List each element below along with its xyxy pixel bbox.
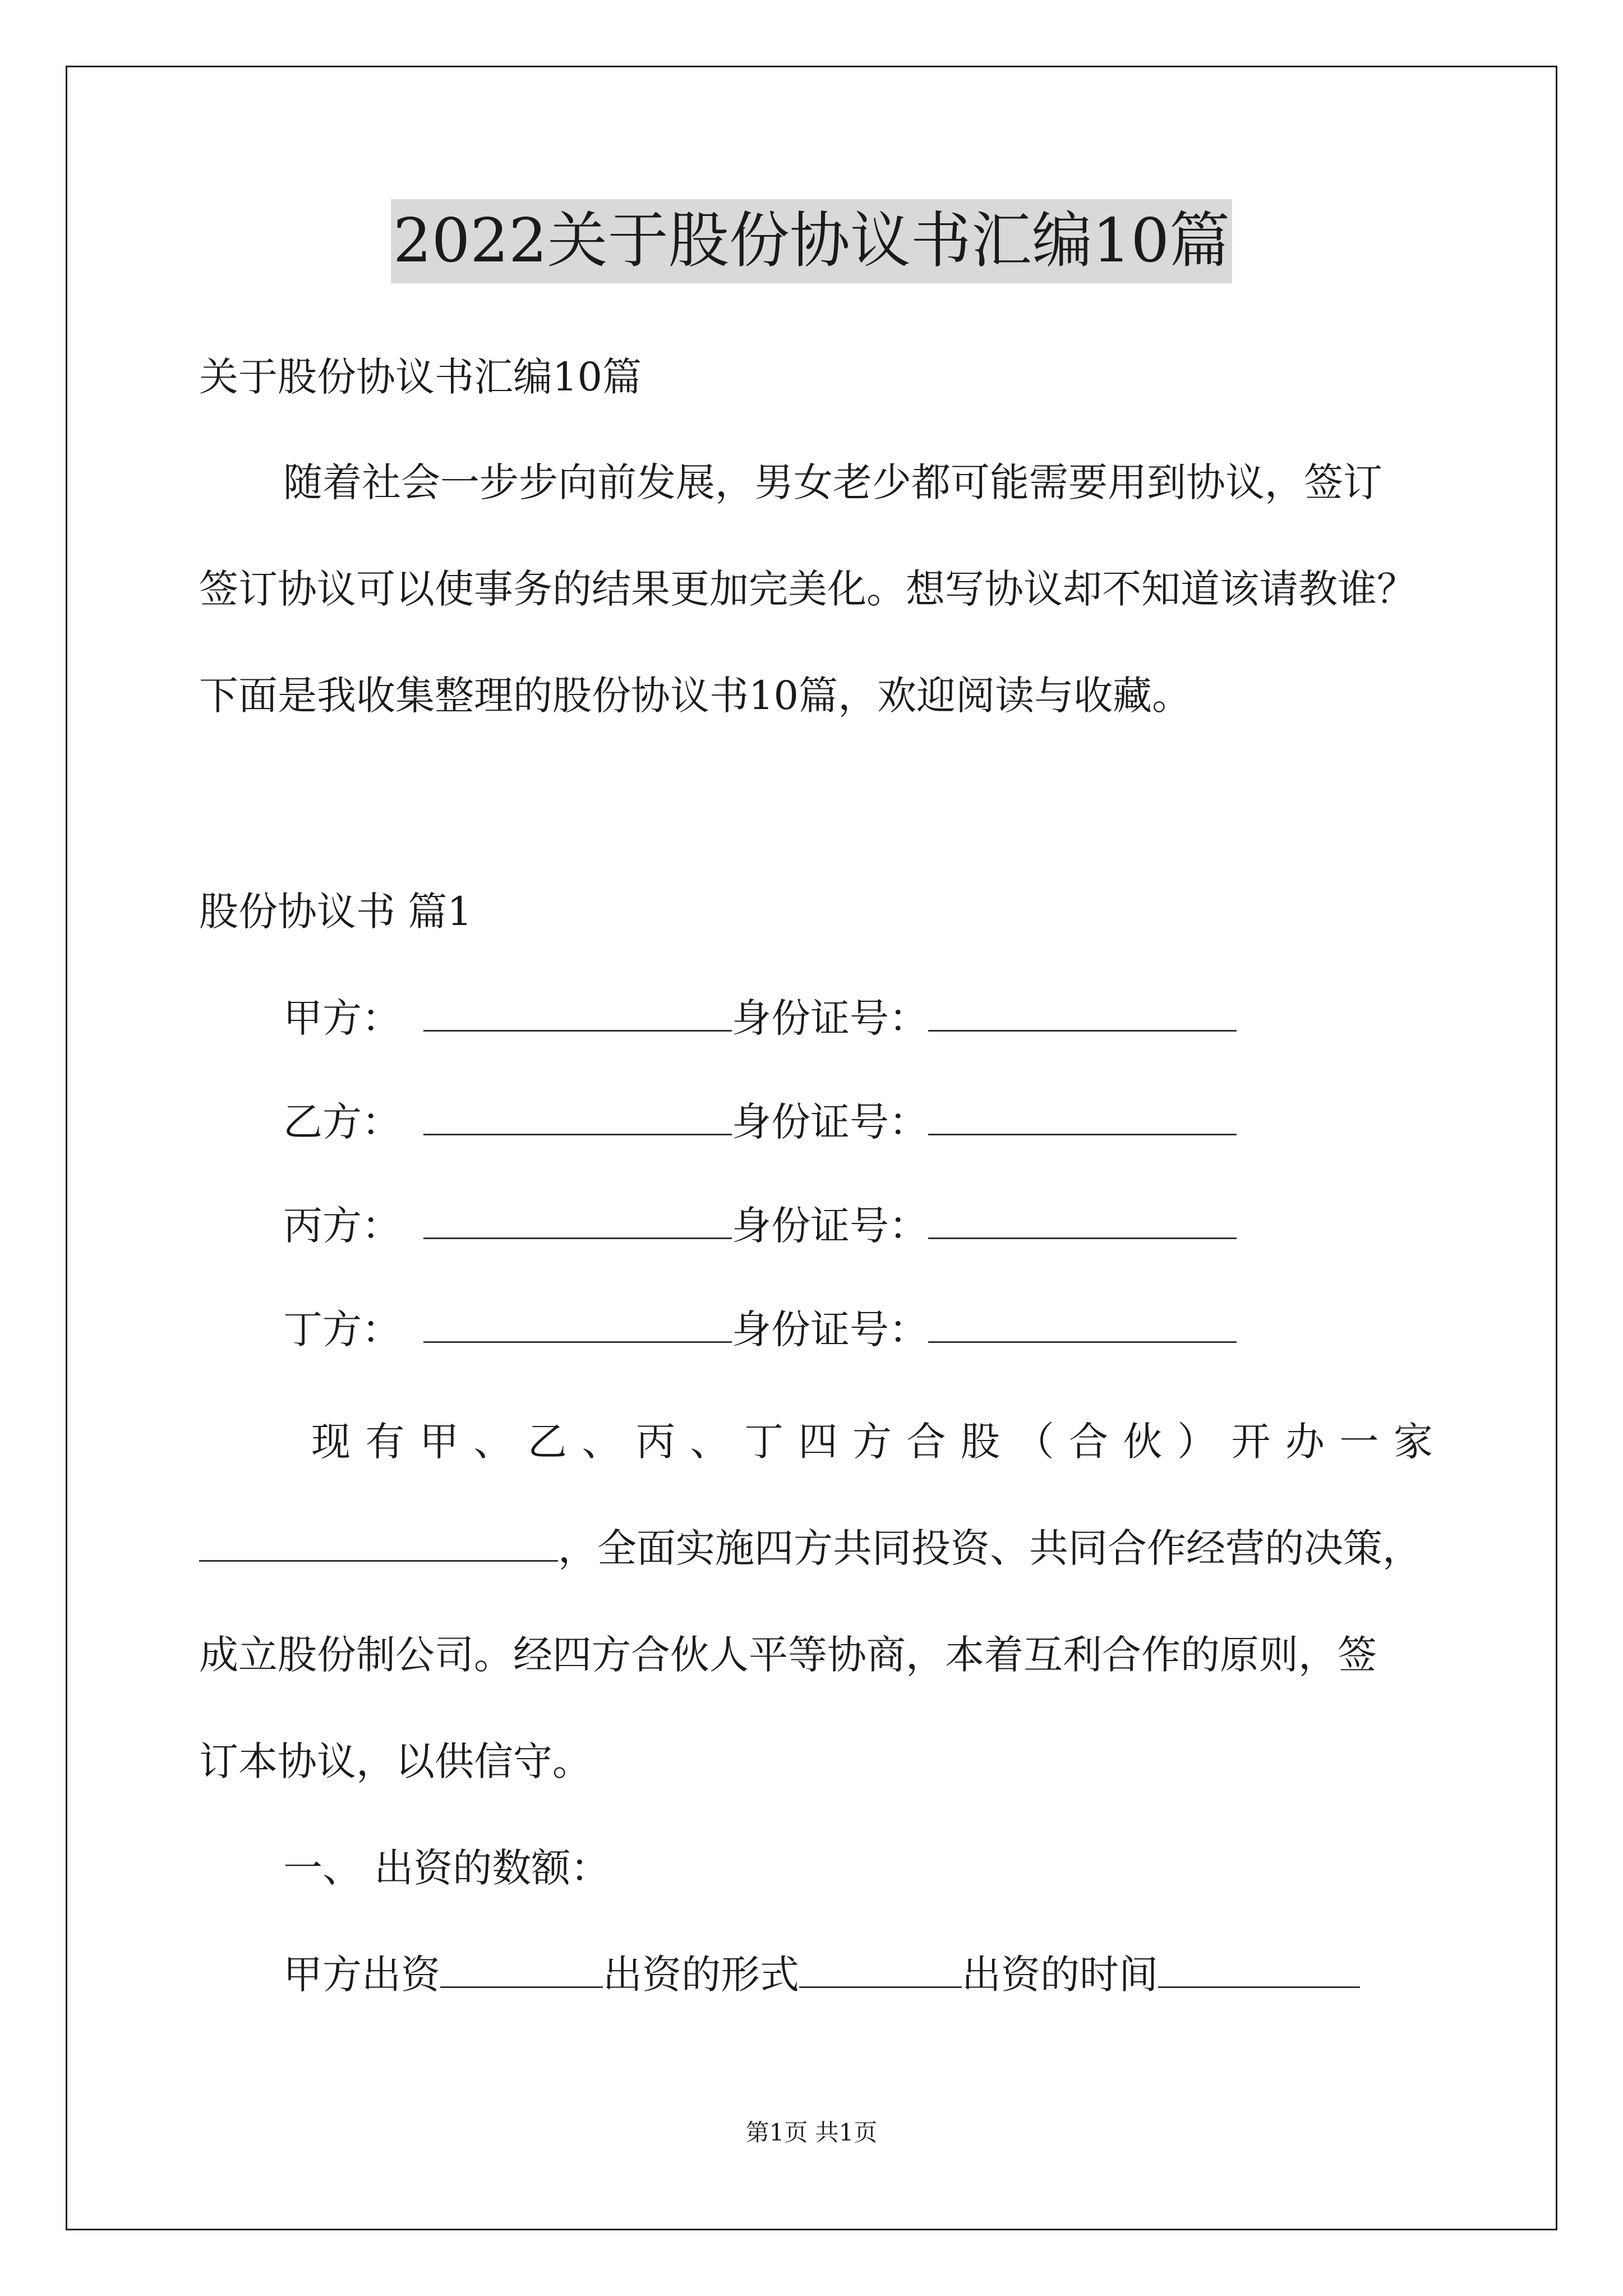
party-label: 乙方：: [283, 1099, 401, 1145]
body-char: 现: [311, 1419, 351, 1465]
title-wrap: [0, 199, 1623, 283]
body-char: （: [1015, 1419, 1054, 1465]
body-char: 一: [1339, 1419, 1379, 1465]
body-char: 四: [798, 1419, 838, 1465]
id-blank: [928, 995, 1237, 1032]
party-row-c: [283, 1198, 1237, 1254]
company-blank: [199, 1525, 558, 1562]
party-label: 丁方：: [283, 1306, 401, 1352]
body-line-3: 订本协议，以供信守。: [199, 1738, 592, 1784]
party-label: 甲方：: [283, 995, 401, 1041]
id-blank: [928, 1099, 1237, 1135]
id-label: 身份证号：: [732, 995, 928, 1041]
body-char: 家: [1394, 1419, 1433, 1465]
body-char: ）: [1177, 1419, 1216, 1465]
body-char: 开: [1231, 1419, 1271, 1465]
body-text: ，全面实施四方共同投资、共同合作经营的决策，: [558, 1525, 1422, 1571]
capital-line: [283, 1947, 1360, 2003]
body-char: 股: [961, 1419, 1000, 1465]
body-char: 、: [690, 1419, 730, 1465]
id-label: 身份证号：: [732, 1203, 928, 1249]
name-blank: [423, 1203, 732, 1239]
intro-line-1: 随着社会一步步向前发展，男女老少都可能需要用到协议，签订: [283, 459, 1382, 505]
party-row-b: [283, 1094, 1237, 1150]
body-char: 、: [582, 1419, 621, 1465]
body-char: 甲: [419, 1419, 459, 1465]
body-line-1: [199, 1520, 1422, 1576]
capital-time-label: 出资的时间: [962, 1952, 1158, 1998]
id-blank: [928, 1306, 1237, 1343]
page-footer: 第1页 共1页: [745, 2119, 878, 2146]
party-row-a: [283, 990, 1237, 1046]
body-char: 乙: [528, 1419, 567, 1465]
document-subtitle: 关于股份协议书汇编10篇: [199, 354, 642, 400]
body-char: 伙: [1123, 1419, 1163, 1465]
intro-line-3: 下面是我收集整理的股份协议书10篇，欢迎阅读与收藏。: [199, 673, 1192, 719]
body-char: 合: [906, 1419, 946, 1465]
capital-time-blank: [1158, 1952, 1360, 1988]
id-label: 身份证号：: [732, 1306, 928, 1352]
party-row-d: [283, 1301, 1237, 1358]
body-char: 、: [473, 1419, 513, 1465]
body-char: 有: [365, 1419, 405, 1465]
item-one-heading: 一、 出资的数额：: [283, 1845, 610, 1891]
section-heading: 股份协议书 篇1: [199, 889, 472, 935]
capital-amount-blank: [440, 1952, 603, 1988]
body-char: 方: [852, 1419, 892, 1465]
body-line-2: 成立股份制公司。经四方合伙人平等协商，本着互利合作的原则，签: [199, 1632, 1377, 1678]
name-blank: [423, 995, 732, 1032]
body-char: 办: [1285, 1419, 1325, 1465]
capital-form-label: 出资的形式: [603, 1952, 799, 1998]
body-first-line: [311, 1414, 1433, 1470]
capital-form-blank: [799, 1952, 962, 1988]
id-label: 身份证号：: [732, 1099, 928, 1145]
id-blank: [928, 1203, 1237, 1239]
name-blank: [423, 1306, 732, 1343]
body-char: 丙: [636, 1419, 675, 1465]
document-title: 2022关于股份协议书汇编10篇: [391, 199, 1232, 283]
name-blank: [423, 1099, 732, 1135]
capital-amount-label: 甲方出资: [283, 1952, 440, 1998]
intro-line-2: 签订协议可以使事务的结果更加完美化。想写协议却不知道该请教谁？: [199, 566, 1416, 612]
body-char: 合: [1069, 1419, 1108, 1465]
body-char: 丁: [744, 1419, 783, 1465]
party-label: 丙方：: [283, 1203, 401, 1249]
